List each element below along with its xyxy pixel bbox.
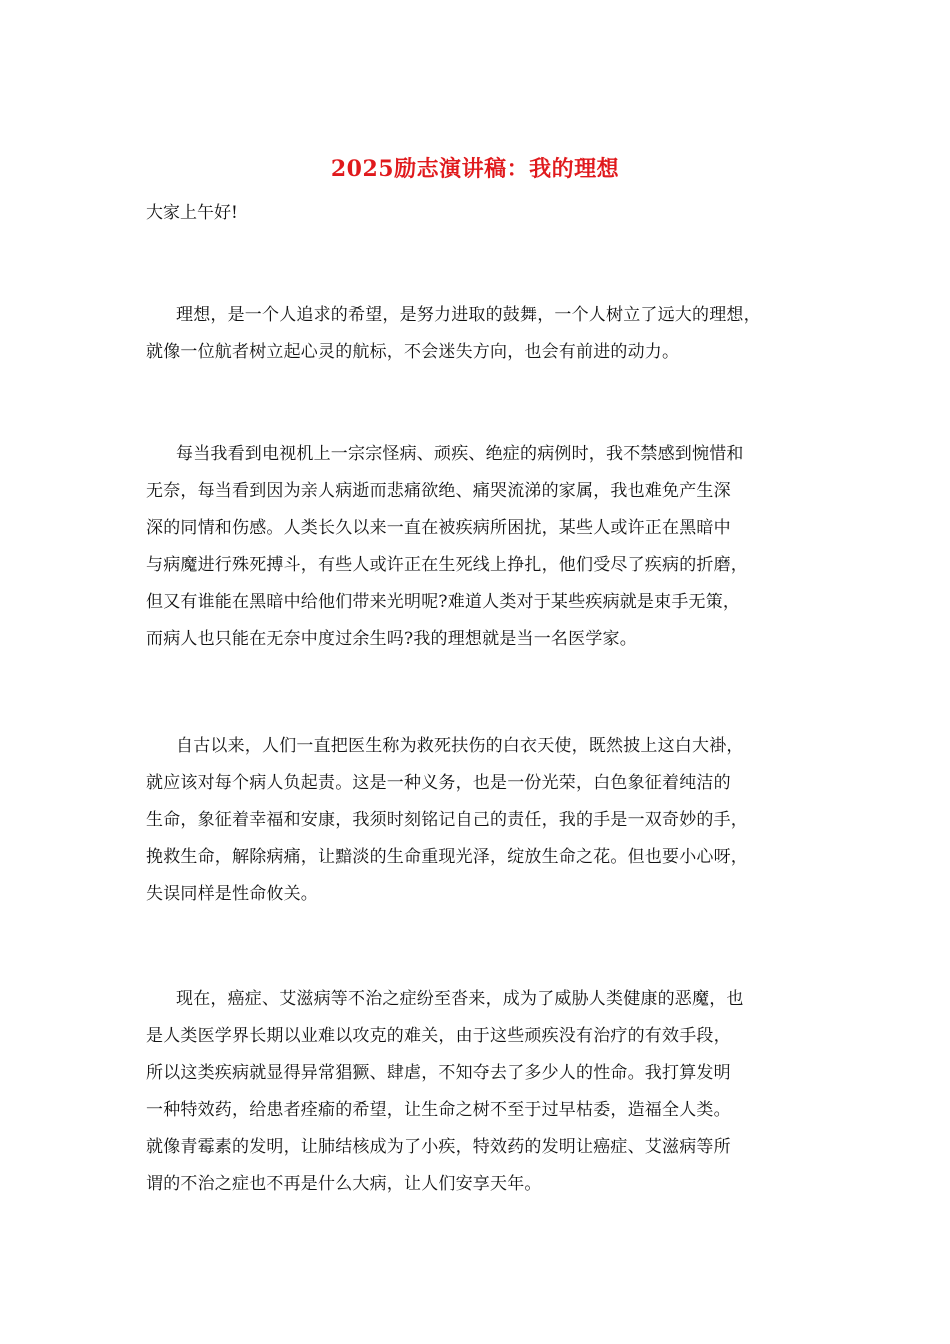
paragraph-line: 就像青霉素的发明，让肺结核成为了小疾，特效药的发明让癌症、艾滋病等所	[146, 1137, 731, 1157]
paragraph-line: 无奈，每当看到因为亲人病逝而悲痛欲绝、痛哭流涕的家属，我也难免产生深	[146, 481, 731, 501]
paragraph-line: 失误同样是性命攸关。	[146, 884, 318, 904]
document-title: 2025励志演讲稿：我的理想	[330, 156, 620, 182]
paragraph-line: 与病魔进行殊死搏斗，有些人或许正在生死线上挣扎，他们受尽了疾病的折磨，	[146, 555, 748, 575]
paragraph-2	[146, 436, 826, 658]
paragraph-1	[146, 297, 826, 371]
paragraph-line: 自古以来，人们一直把医生称为救死扶伤的白衣天使，既然披上这白大褂，	[176, 736, 744, 756]
paragraph-line: 但又有谁能在黑暗中给他们带来光明呢?难道人类对于某些疾病就是束手无策，	[146, 592, 741, 612]
paragraph-4	[146, 981, 826, 1203]
greeting-text: 大家上午好!	[146, 203, 238, 223]
paragraph-3	[146, 728, 826, 913]
paragraph-line: 是人类医学界长期以业难以攻克的难关，由于这些顽疾没有治疗的有效手段，	[146, 1026, 731, 1046]
paragraph-line: 挽救生命，解除病痛，让黯淡的生命重现光泽，绽放生命之花。但也要小心呀，	[146, 847, 748, 867]
paragraph-line: 一种特效药，给患者痊瘉的希望，让生命之树不至于过早枯委，造福全人类。	[146, 1100, 731, 1120]
paragraph-line: 现在，癌症、艾滋病等不治之症纷至沓来，成为了威胁人类健康的恶魔，也	[176, 989, 744, 1009]
paragraph-line: 每当我看到电视机上一宗宗怪病、顽疾、绝症的病例时，我不禁感到惋惜和	[176, 444, 744, 464]
paragraph-line: 而病人也只能在无奈中度过余生吗?我的理想就是当一名医学家。	[146, 629, 637, 649]
paragraph-line: 理想，是一个人追求的希望，是努力进取的鼓舞，一个人树立了远大的理想，	[176, 305, 761, 325]
paragraph-line: 就应该对每个病人负起责。这是一种义务，也是一份光荣，白色象征着纯洁的	[146, 773, 731, 793]
paragraph-line: 生命，象征着幸福和安康，我须时刻铭记自己的责任，我的手是一双奇妙的手，	[146, 810, 748, 830]
paragraph-line: 谓的不治之症也不再是什么大病，让人们安享天年。	[146, 1174, 542, 1194]
paragraph-line: 就像一位航者树立起心灵的航标，不会迷失方向，也会有前进的动力。	[146, 342, 680, 362]
paragraph-line: 所以这类疾病就显得异常猖獗、肆虐，不知夺去了多少人的性命。我打算发明	[146, 1063, 731, 1083]
paragraph-line: 深的同情和伤感。人类长久以来一直在被疾病所困扰，某些人或许正在黑暗中	[146, 518, 731, 538]
